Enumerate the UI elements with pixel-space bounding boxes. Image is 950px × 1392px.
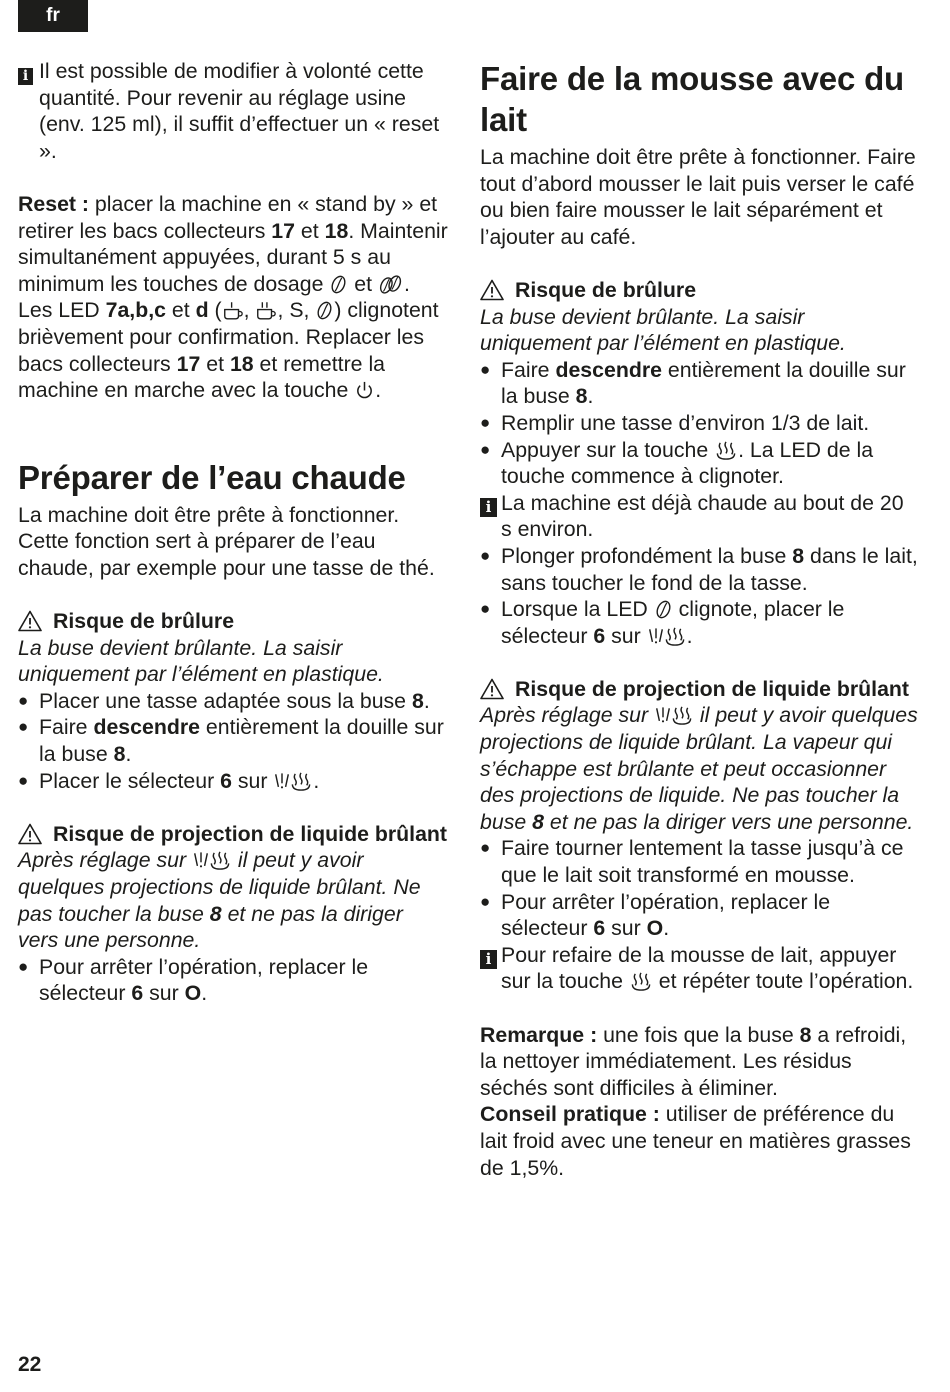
right-column bbox=[480, 58, 920, 1181]
splash-warning-title: Risque de projection de liquide brûlant bbox=[18, 821, 448, 848]
descale-bean-icon bbox=[654, 599, 673, 620]
hot-water-intro: La machine doit être prête à fonctionner. Cette fonction sert à préparer de l’eau chaude, par exemple pour une tasse de thé. bbox=[18, 502, 435, 580]
splash-warning-text: Après réglage sur il peut y avoir quelques projections de liquide brûlant. Ne pas toucher la buse 8 et ne pas la diriger vers une personne. bbox=[18, 848, 421, 953]
list-item: ● Pour arrêter l’opération, replacer le sélecteur 6 sur O. bbox=[18, 954, 369, 1006]
burn-warning-title: Risque de brûlure bbox=[18, 608, 448, 635]
list-item: ● Lorsque la LED clignote, placer le sélecteur 6 sur . bbox=[480, 597, 845, 648]
double-bean-icon bbox=[378, 274, 404, 295]
list-item: ● Faire tourner lentement la tasse jusqu’à ce que le lait soit transformé en mousse. bbox=[480, 836, 904, 888]
reset-instructions: Reset : placer la machine en « stand by » et retirer les bacs collecteurs 17 et 18. Maintenir simultanément appuyées, durant 5 s au minimum les touches de dosage et . Les LED 7a,b,c et d ( , , S, ) clignotent brièvement pour confirmation. Replacer les bacs collecteurs 17 et 18 et remettre la machine en marche avec la touche . bbox=[18, 191, 448, 403]
burn-warning-text: La buse devient brûlante. La saisir uniquement par l’élément en plastique. bbox=[18, 635, 384, 687]
list-item: ● Pour arrêter l’opération, replacer le sélecteur 6 sur O. bbox=[480, 889, 831, 941]
steam-icon bbox=[629, 971, 653, 992]
info-icon: i bbox=[480, 490, 497, 517]
page-number: 22 bbox=[18, 1353, 42, 1376]
info-note: i La machine est déjà chaude au bout de 20 s environ. bbox=[480, 490, 920, 543]
list-item: ● Plonger profondément la buse 8 dans le lait, sans toucher le fond de la tasse. bbox=[480, 543, 918, 595]
hot-water-title: Préparer de l’eau chaude bbox=[18, 458, 406, 496]
descale-bean-icon bbox=[315, 300, 334, 321]
steam-icon bbox=[289, 771, 313, 792]
list-item: ● Appuyer sur la touche . La LED de la touche commence à clignoter. bbox=[480, 437, 874, 489]
language-tab: fr bbox=[18, 0, 88, 32]
power-icon bbox=[354, 380, 375, 401]
left-column bbox=[18, 58, 448, 1007]
steam-icon bbox=[670, 705, 694, 726]
splash-warning-title: Risque de projection de liquide brûlant bbox=[480, 676, 920, 703]
warning-icon bbox=[480, 279, 504, 308]
list-item: ● Remplir une tasse d’environ 1/3 de lait. bbox=[480, 410, 870, 435]
list-item: ● Faire descendre entièrement la douille sur la buse 8. bbox=[18, 715, 444, 767]
burn-warning-title: Risque de brûlure bbox=[480, 277, 920, 304]
list-item: ● Placer le sélecteur 6 sur . bbox=[18, 768, 320, 793]
info-note: i Il est possible de modifier à volonté cette quantité. Pour revenir au réglage usine (env. 125 ml), il suffit d’effectuer un « reset ». bbox=[18, 58, 448, 164]
steam-icon bbox=[663, 626, 687, 647]
warning-icon bbox=[18, 823, 42, 852]
milk-foam-intro: La machine doit être prête à fonctionner. Faire tout d’abord mousser le lait puis verser le café ou bien faire mousser le lait séparément et l’ajouter au café. bbox=[480, 145, 916, 249]
list-item: ● Faire descendre entièrement la douille sur la buse 8. bbox=[480, 357, 906, 409]
splash-warning-text: Après réglage sur il peut y avoir quelques projections de liquide brûlant. La vapeur qui s’échappe est brûlante et peut occasionner des projections de liquide. Ne pas toucher la buse 8 et ne pas la diriger vers une personne. bbox=[480, 703, 918, 834]
remark: Remarque : une fois que la buse 8 a refroidi, la nettoyer immédiatement. Les résidus séchés sont difficiles à éliminer. bbox=[480, 1022, 907, 1100]
steam-icon bbox=[208, 850, 232, 871]
list-item: ● Placer une tasse adaptée sous la buse 8. bbox=[18, 688, 430, 713]
info-icon: i bbox=[480, 942, 497, 969]
warning-icon bbox=[18, 610, 42, 639]
practical-tip: Conseil pratique : utiliser de préférence du lait froid avec une teneur en matières grasses de 1,5%. bbox=[480, 1102, 911, 1180]
steam-icon bbox=[714, 440, 738, 461]
burn-warning-text: La buse devient brûlante. La saisir uniquement par l’élément en plastique. bbox=[480, 304, 846, 356]
milk-foam-title: Faire de la mousse avec du lait bbox=[480, 60, 904, 138]
info-icon: i bbox=[18, 58, 33, 85]
warning-icon bbox=[480, 678, 504, 707]
cup-single-icon bbox=[222, 300, 244, 321]
info-note: i Pour refaire de la mousse de lait, appuyer sur la touche et répéter toute l’opération. bbox=[480, 942, 920, 995]
single-bean-icon bbox=[329, 274, 348, 295]
cup-double-icon bbox=[255, 300, 277, 321]
